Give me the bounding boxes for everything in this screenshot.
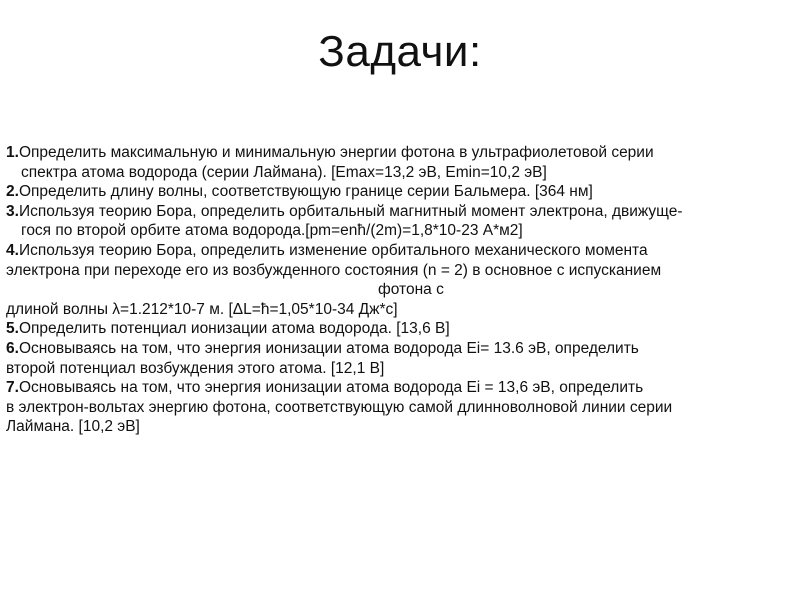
task-4-line-2: электрона при переходе его из возбужденного состояния (n = 2) в основное с испусканием <box>6 261 662 279</box>
task-4-text: Используя теорию Бора, определить изменение орбитального механического момента <box>18 241 648 259</box>
task-2-text: Определить длину волны, соответствующую границе серии Бальмера. [364 нм] <box>18 183 593 201</box>
task-1-number: 1. <box>6 144 19 161</box>
task-5-number: 5. <box>6 320 19 338</box>
task-7-line-3: Лаймана. [10,2 эВ] <box>6 418 140 436</box>
task-2-line-1 <box>6 182 796 202</box>
task-4-line-4: длиной волны λ=1.212*10-7 м. [ΔL=ħ=1,05*10-34 Дж*с] <box>6 300 398 318</box>
task-1-line-1 <box>6 143 796 163</box>
task-6-line-2: второй потенциал возбуждения этого атома. [12,1 В] <box>6 359 385 377</box>
task-6-number: 6. <box>6 339 19 357</box>
task-5-text: Определить потенциал ионизации атома водорода. [13,6 В] <box>18 320 450 338</box>
task-list <box>6 143 796 437</box>
task-5-line-1 <box>6 319 796 339</box>
task-6-line-1 <box>6 339 796 359</box>
task-4-line-1 <box>6 241 796 261</box>
task-6-text: Основываясь на том, что энергия ионизации атома водорода Ei= 13.6 эВ, определить <box>18 339 639 357</box>
task-3-text: Используя теорию Бора, определить орбитальный магнитный момент электрона, движуще- <box>18 202 683 220</box>
task-3-number: 3. <box>6 202 19 220</box>
task-7-line-2: в электрон-вольтах энергию фотона, соответствующую самой длинноволновой линии серии <box>6 398 673 416</box>
task-4-number: 4. <box>6 241 19 259</box>
page-title: Задачи: <box>318 27 482 76</box>
task-7-text: Основываясь на том, что энергия ионизации атома водорода Ei = 13,6 эВ, определить <box>18 379 644 397</box>
task-7-line-1 <box>6 378 796 398</box>
task-1-text: Определить максимальную и минимальную энергии фотона в ультрафиолетовой серии <box>18 144 654 161</box>
task-3-line-2: гося по второй орбите атома водорода.[pm=enħ/(2m)=1,8*10-23 А*м2] <box>21 222 523 240</box>
task-1-line-2: спектра атома водорода (серии Лаймана). [Emax=13,2 эВ, Emin=10,2 эВ] <box>21 163 547 181</box>
task-2-number: 2. <box>6 183 19 201</box>
task-3-line-1 <box>6 202 796 222</box>
task-4-line-3: фотона с <box>378 281 444 299</box>
task-7-number: 7. <box>6 379 19 397</box>
